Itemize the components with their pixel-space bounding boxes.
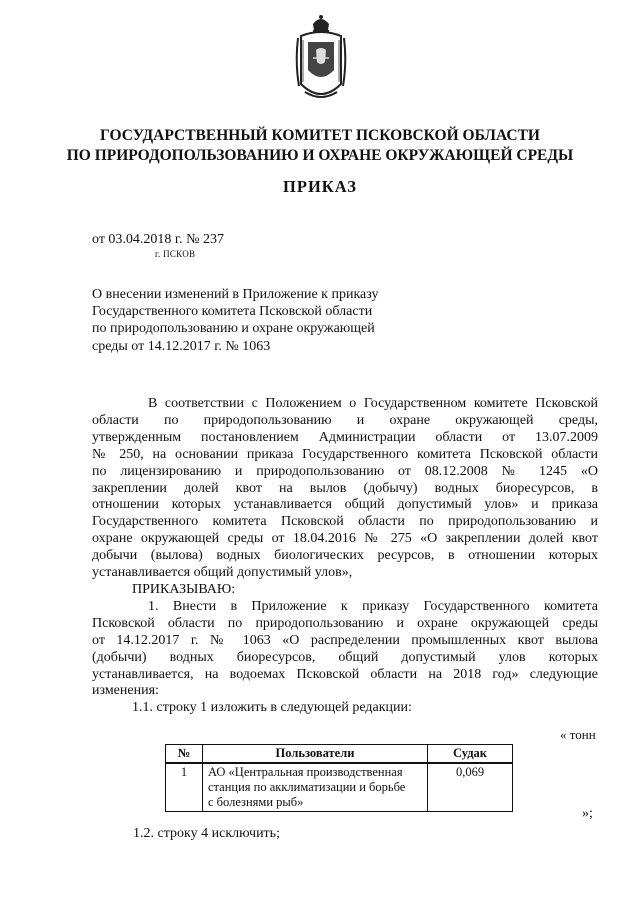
- body-line: устанавливается, на водоемах Псковской области на 2018 год» следующие: [92, 666, 598, 682]
- subject-line: по природопользованию и охране окружающей: [92, 321, 375, 337]
- coat-of-arms-icon: [295, 14, 347, 108]
- city-label: г. ПСКОВ: [155, 249, 196, 259]
- body-line: добычи (вылова) водных биологических ресурсов, в отношении которых: [92, 548, 598, 564]
- organization-header: [0, 126, 640, 166]
- body-line: области по природопользованию и охране окружающей среды,: [92, 412, 598, 428]
- body-line: по лицензированию и природопользованию от 08.12.2008 № 1245 «О: [92, 463, 598, 479]
- row-user-cell: [203, 763, 428, 812]
- document-subject: [92, 286, 422, 355]
- body-line: (добычи) водных биоресурсов, общий допустимый улов которых: [92, 649, 598, 665]
- closing-quote: »;: [582, 806, 593, 821]
- table-row: [166, 763, 513, 812]
- body-line: Псковской области по природопользованию и охране окружающей среды: [92, 615, 598, 631]
- row-value-cell: 0,069: [428, 763, 513, 812]
- body-line: В соответствии с Положением о Государственном комитете Псковской: [148, 396, 598, 411]
- body-line: отношении которых устанавливается общий допустимый улов» и приказа: [92, 497, 598, 513]
- body-line: 1. Внести в Приложение к приказу Государственного комитета: [148, 598, 598, 614]
- subject-line: О внесении изменений в Приложение к приказу: [92, 287, 379, 302]
- quota-table: [165, 744, 513, 812]
- row-number-cell: 1: [166, 763, 203, 812]
- body-line: 1.1. строку 1 изложить в следующей редакции:: [132, 700, 412, 716]
- organization-name-line-2: ПО ПРИРОДОПОЛЬЗОВАНИЮ И ОХРАНЕ ОКРУЖАЮЩЕЙ СРЕДЫ: [66, 147, 574, 164]
- user-line: АО «Центральная производственная: [208, 765, 403, 779]
- table-header-row: [166, 745, 513, 764]
- column-header-users: Пользователи: [203, 745, 428, 764]
- user-line: станция по акклиматизации и борьбе: [208, 780, 406, 794]
- unit-label: « тонн: [560, 727, 596, 742]
- column-header-zander: Судак: [428, 745, 513, 764]
- body-line: охране окружающей среды от 18.04.2016 № 275 «О закреплении долей квот: [92, 531, 598, 547]
- user-line: с болезнями рыб»: [208, 795, 304, 809]
- body-line: изменения:: [92, 683, 159, 699]
- order-keyword: ПРИКАЗЫВАЮ:: [132, 581, 236, 597]
- document-type-title: ПРИКАЗ: [283, 177, 357, 196]
- body-line: утвержденным постановлением Администрации области от 13.07.2009: [92, 429, 598, 445]
- body-line-after-table: 1.2. строку 4 исключить;: [133, 826, 280, 841]
- column-header-number: №: [166, 745, 203, 764]
- organization-name-line-1: ГОСУДАРСТВЕННЫЙ КОМИТЕТ ПСКОВСКОЙ ОБЛАСТИ: [99, 127, 540, 144]
- body-line: от 14.12.2017 г. № 1063 «О распределении промышленных квот вылова: [92, 632, 598, 648]
- subject-line: среды от 14.12.2017 г. № 1063: [92, 338, 271, 354]
- date-and-number: от 03.04.2018 г. № 237: [92, 232, 224, 247]
- subject-line: Государственного комитета Псковской области: [92, 304, 373, 320]
- body-line: устанавливается общий допустимый улов»,: [92, 565, 353, 581]
- body-line: закреплении долей квот на вылов (добычу) водных биоресурсов, в: [92, 480, 598, 496]
- body-line: № 250, на основании приказа Государственного комитета Псковской области: [92, 446, 598, 462]
- body-line: Государственного комитета Псковской области по природопользованию и: [92, 514, 598, 530]
- document-body: [92, 396, 598, 717]
